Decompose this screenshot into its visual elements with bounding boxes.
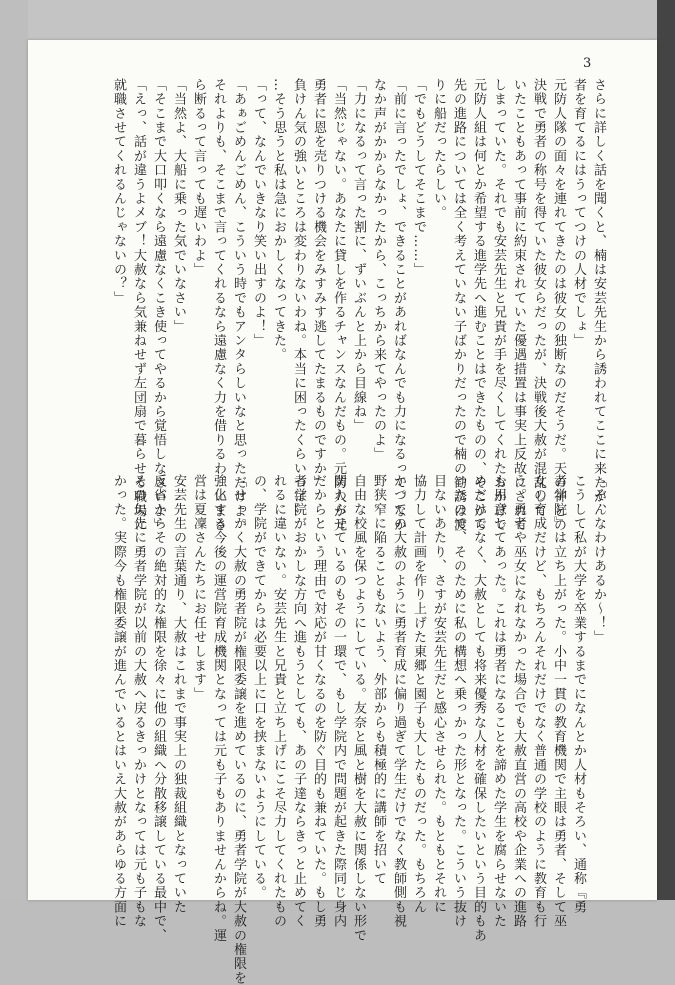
text-line: かつての大赦のように勇者育成に偏り過ぎて学生だけでなく教師側も視 [391, 474, 406, 929]
text-line: なか声がかからなかったから、こっちから来てやったのよ」 [371, 78, 386, 462]
text-line: 「当然よ、大船に乗った気でいなさい」 [171, 78, 186, 334]
text-line: 営は夏凜さんたちにお任せします」 [191, 474, 206, 702]
text-line: う。勇者や巫女になれなかった場合でも大赦直営の高校や企業への進路 [511, 474, 526, 929]
text-line: 者学院』は立ち上がった。小中一貫の教育機関で主眼は勇者、そして巫 [551, 474, 566, 929]
viewer-top-bar [0, 0, 675, 40]
text-line: さらに詳しく話を聞くと、楠は安芸先生から誘われてここに来たが、 [591, 78, 606, 519]
text-line: それよりも、そこまで言ってくれるなら遠慮なく力を借りるわ。いまさ [211, 78, 226, 533]
text-line: 「でもどうしてそこまで……」 [411, 78, 426, 277]
text-line: 負けん気の強いところは変わりないわね。本当に困ったくらいつは… [291, 78, 306, 519]
text-line: その矢先に勇者学院が以前の大赦へ戻るきっかけとなっては元も子もな [131, 474, 146, 929]
text-line: 元防人隊の面々を連れてきたのは彼女の独断なのだそうだ。天の神との [551, 78, 566, 533]
text-line: 安芸先生の言葉通り、大赦はこれまで事実上の独裁組織となっていた [171, 474, 186, 915]
text-line: 「そんなわけあるか～！」 [591, 474, 606, 645]
text-line: …そう思うと私は急におかしくなってきた。 [271, 78, 286, 362]
text-line: 協力して計画を作り上げた東郷と園子も大したものだった。もちろん [411, 474, 426, 915]
text-line: 「当然じゃない。あなたに貸しを作るチャンスなんだもの。元防人が元 [331, 78, 346, 533]
page-number: 3 [583, 56, 592, 71]
text-line: 強化する今後の運営院育成機関となっては元も子もありませんからね。運 [211, 474, 226, 943]
text-line: 決戦で勇者の称号を得ていた彼女らだったが、決戦後大赦が混乱して [531, 78, 546, 519]
text-line: も用意してあった。これは勇者になることを諦めた学生を腐らせないた [491, 474, 506, 929]
text-line: 者学院がおかしな方向へ進もうとしても、あの子達ならきっと止めてく [291, 474, 306, 929]
text-line: ったので、そのために私の構想へ乗っかった形となった。こういう抜け [451, 474, 466, 929]
text-line: かった。実際今も権限委譲が進んでいるとはいえ大赦があらゆる方面に [111, 474, 126, 929]
text-line: しまっていた。それでも安芸先生と兄貴が手を尽くしてくれたおかげで [491, 78, 506, 533]
text-line: だからという理由で対応が甘くなるのを防ぐ目的も兼ねていた。もし勇 [311, 474, 326, 929]
text-line: 野狭窄に陥ることもないよう、外部からも積極的に講師を招いて [371, 474, 386, 886]
text-line: 就職させてくれるんじゃないの？」 [111, 78, 126, 306]
text-line: めだけでなく、大赦としても将来優秀な人材を確保したいという目的もあ [471, 474, 486, 943]
viewer-left-margin [0, 0, 28, 900]
text-line: 「せっかく大赦の勇者院が権限委譲を進めているのに、勇者学院が大赦の権限を [231, 474, 246, 985]
text-line: 目ないあたり、さすが安芸先生だと感心させられた。もともとそれに [431, 474, 446, 915]
text-line: 反省からその絶対的な権限を徐々に他の組織へ分散移譲している最中で、 [151, 474, 166, 943]
text-line: 関わらせているのもその一環で、もし学院内で問題が起きた際同じ身内 [331, 474, 346, 929]
upper-text-block [108, 78, 608, 533]
text-line: 「力になるって言った割に、ずいぶんと上から目線ね」 [351, 78, 366, 433]
text-line: 先の進路については全く考えていない子ばかりだったので楠の勧誘は渡 [451, 78, 466, 533]
book-page [28, 40, 657, 985]
text-line: こうして私が大学を卒業するまでになんとか人材もそろい、通称『勇 [571, 474, 586, 915]
text-line: ら断るって言っても遅いわよ」 [191, 78, 206, 277]
text-line: 女の育成だけど、もちろんそれだけでなく普通の学校のように教育も行 [531, 474, 546, 929]
viewer-right-edge [657, 0, 675, 900]
text-line: 勇者に恩を売りつける機会をみすみす逃してたまるものですか」 [311, 78, 326, 490]
text-line: 「前に言ったでしょ、できることがあればなんでも力になるって。なか [391, 78, 406, 533]
text-line: 元防人組は何とか希望する進学先へ進むことはできたものの、そこから [471, 78, 486, 533]
text-line: の、学院ができてからは必要以上に口を挟まないようにしている。 [251, 474, 266, 900]
text-line: 「えっ、話が違うよメブ！大赦なら気兼ねせず左団扇で暮らせる職場に [131, 78, 146, 533]
text-line: りに船だったらしい。 [431, 78, 446, 220]
text-line: 自由な校風を保つようにしている。友奈と風と樹を大赦に関係しない形で [351, 474, 366, 943]
text-line: いたこともあって事前に約束されていた優遇措置は事実上反故にされて [511, 78, 526, 533]
text-columns [88, 78, 608, 985]
text-line: 「あぁごめんごめん、こういう時でもアンタらしいなと思っただけよ。 [231, 78, 246, 533]
text-line: 「って、なんでいきなり笑い出すのよ！」 [251, 78, 266, 348]
text-line: れるに違いない。安芸先生と兄貴と立ち上げにこそ尽力してくれたもの [271, 474, 286, 929]
lower-text-block [108, 474, 608, 985]
text-line: 者を育てるにはうってつけの人材でしょ」 [571, 78, 586, 348]
text-line: 「そこまで大口叩くなら遠慮なくこき使ってやるから覚悟しなさいよ」 [151, 78, 166, 533]
